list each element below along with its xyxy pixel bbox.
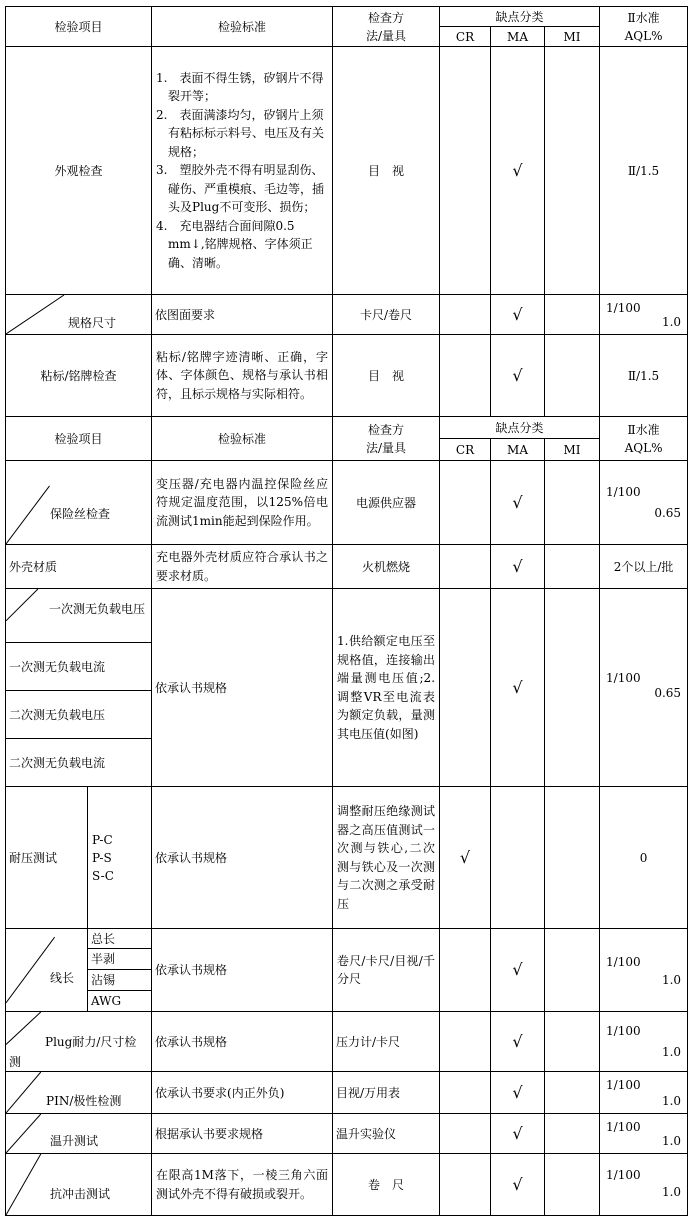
header-mi: MI <box>545 27 600 47</box>
impact-ma-check: √ <box>491 1154 545 1216</box>
wire-item: 线长 <box>50 971 75 985</box>
row-shell <box>6 545 688 589</box>
wire-sub-1: 半剥 <box>88 949 152 970</box>
row-pin <box>6 1072 688 1114</box>
hipot-method: 调整耐压绝缘测试器之高压值测试一次测与铁心,二次测与铁心及一次测与二次测之承受耐压 <box>333 787 440 929</box>
plug-aql: 1/100 1.0 <box>600 1012 688 1072</box>
label-item: 粘标/铭牌检查 <box>6 335 152 417</box>
plug-standard: 依承认书规格 <box>152 1012 333 1072</box>
noload-ma-check: √ <box>491 589 545 787</box>
row-label <box>6 335 688 417</box>
pin-ma-check: √ <box>491 1072 545 1114</box>
size-method: 卡尺/卷尺 <box>333 295 440 335</box>
header-defect: 缺点分类 <box>440 7 600 27</box>
hipot-cr-check: √ <box>440 787 491 929</box>
wire-sub-3: AWG <box>88 991 152 1012</box>
row-size <box>6 295 688 335</box>
hipot-sub: P-C P-S S-C <box>88 787 152 929</box>
header2-ma: MA <box>491 439 545 461</box>
appearance-item: 外观检查 <box>6 47 152 295</box>
fuse-aql: 1/100 0.65 <box>600 461 688 545</box>
wire-method: 卷尺/卡尺/目视/千分尺 <box>333 929 440 1012</box>
size-ma-check: √ <box>491 295 545 335</box>
appearance-standard: 1. 表面不得生锈，矽钢片不得裂开等； 2. 表面满漆均匀，矽钢片上须有粘标标示料号、电压及有关规格； 3. 塑胶外壳不得有明显刮伤、碰伤、严重模痕、毛边等，插头及Plug不可变形、损伤； 4. 充电器结合面间隙0.5 mm↓,铭牌规格、字体须正确、清晰。 <box>152 47 333 295</box>
temp-method: 温升实验仪 <box>333 1114 440 1154</box>
diagonal-line <box>6 461 151 544</box>
appearance-ma-check: √ <box>491 47 545 295</box>
diagonal-line <box>6 929 87 1011</box>
row-wire <box>6 929 688 949</box>
inspection-table <box>5 6 688 1216</box>
shell-aql: 2个以上/批 <box>600 545 688 589</box>
shell-ma-check: √ <box>491 545 545 589</box>
noload-method: 1.供给额定电压至规格值，连接输出端量测电压值;2.调整VR至电流表为额定负载，量测其电压值(如图) <box>333 589 440 787</box>
appearance-aql: Ⅱ/1.5 <box>600 47 688 295</box>
size-aql: 1/100 1.0 <box>600 295 688 335</box>
impact-aql: 1/100 1.0 <box>600 1154 688 1216</box>
row-impact <box>6 1154 688 1216</box>
header-row-2 <box>6 417 688 439</box>
header2-aql: Ⅱ水准 AQL% <box>600 417 688 461</box>
noload-aql: 1/100 0.65 <box>600 589 688 787</box>
label-standard: 粘标/铭牌字迹清晰、正确，字体、字体颜色、规格与承认书相符，且标示规格与实际相符。 <box>152 335 333 417</box>
plug-item-cell <box>6 1012 152 1072</box>
header-row <box>6 7 688 27</box>
hipot-aql: 0 <box>600 787 688 929</box>
plug-ma-check: √ <box>491 1012 545 1072</box>
header-standard: 检验标准 <box>152 7 333 47</box>
shell-item: 外壳材质 <box>6 545 152 589</box>
row-temp <box>6 1114 688 1154</box>
size-item: 规格尺寸 <box>68 316 117 330</box>
label-method: 目 视 <box>333 335 440 417</box>
wire-item-cell <box>6 929 88 1012</box>
impact-standard: 在限高1M落下，一棱三角六面测试外壳不得有破损或裂开。 <box>152 1154 333 1216</box>
header-cr: CR <box>440 27 491 47</box>
wire-aql: 1/100 1.0 <box>600 929 688 1012</box>
header2-item: 检验项目 <box>6 417 152 461</box>
fuse-standard: 变压器/充电器内温控保险丝应符规定温度范围，以125%倍电流测试1min能起到保险作用。 <box>152 461 333 545</box>
header-ma: MA <box>491 27 545 47</box>
row-appearance <box>6 47 688 295</box>
shell-method: 火机燃烧 <box>333 545 440 589</box>
header2-mi: MI <box>545 439 600 461</box>
temp-item-cell <box>6 1114 152 1154</box>
impact-item: 抗冲击测试 <box>50 1187 111 1201</box>
header-item: 检验项目 <box>6 7 152 47</box>
impact-method: 卷 尺 <box>333 1154 440 1216</box>
pin-aql: 1/100 1.0 <box>600 1072 688 1114</box>
plug-item: Plug耐力/尺寸检测 <box>9 1035 137 1069</box>
header2-cr: CR <box>440 439 491 461</box>
label-aql: Ⅱ/1.5 <box>600 335 688 417</box>
row-plug <box>6 1012 688 1072</box>
noload-item-0: 一次测无负载电压 <box>49 602 146 616</box>
plug-method: 压力计/卡尺 <box>333 1012 440 1072</box>
wire-standard: 依承认书规格 <box>152 929 333 1012</box>
pin-method: 目视/万用表 <box>333 1072 440 1114</box>
wire-sub-0: 总长 <box>88 929 152 949</box>
noload-item-3: 二次测无负载电流 <box>6 739 152 787</box>
fuse-item-cell <box>6 461 152 545</box>
noload-item-2: 二次测无负载电压 <box>6 691 152 739</box>
row-noload-1 <box>6 589 688 643</box>
fuse-item: 保险丝检查 <box>50 507 111 521</box>
temp-aql: 1/100 1.0 <box>600 1114 688 1154</box>
noload-item-1: 一次测无负载电流 <box>6 643 152 691</box>
wire-ma-check: √ <box>491 929 545 1012</box>
hipot-standard: 依承认书规格 <box>152 787 333 929</box>
header-aql: Ⅱ水准 AQL% <box>600 7 688 47</box>
label-ma-check: √ <box>491 335 545 417</box>
pin-item-cell <box>6 1072 152 1114</box>
fuse-method: 电源供应器 <box>333 461 440 545</box>
temp-standard: 根据承认书要求规格 <box>152 1114 333 1154</box>
size-standard: 依图面要求 <box>152 295 333 335</box>
header-method: 检查方 法/量具 <box>333 7 440 47</box>
row-fuse <box>6 461 688 545</box>
impact-item-cell <box>6 1154 152 1216</box>
temp-ma-check: √ <box>491 1114 545 1154</box>
wire-sub-2: 沾锡 <box>88 970 152 991</box>
header2-standard: 检验标准 <box>152 417 333 461</box>
pin-standard: 依承认书要求(内正外负) <box>152 1072 333 1114</box>
appearance-method: 目 视 <box>333 47 440 295</box>
pin-item: PIN/极性检测 <box>46 1094 122 1108</box>
header2-method: 检查方 法/量具 <box>333 417 440 461</box>
noload-item-0-cell <box>6 589 152 643</box>
size-item-cell <box>6 295 152 335</box>
temp-item: 温升测试 <box>50 1134 99 1148</box>
fuse-ma-check: √ <box>491 461 545 545</box>
row-hipot <box>6 787 688 929</box>
noload-standard: 依承认书规格 <box>152 589 333 787</box>
shell-standard: 充电器外壳材质应符合承认书之要求材质。 <box>152 545 333 589</box>
hipot-item: 耐压测试 <box>6 787 88 929</box>
header2-defect: 缺点分类 <box>440 417 600 439</box>
